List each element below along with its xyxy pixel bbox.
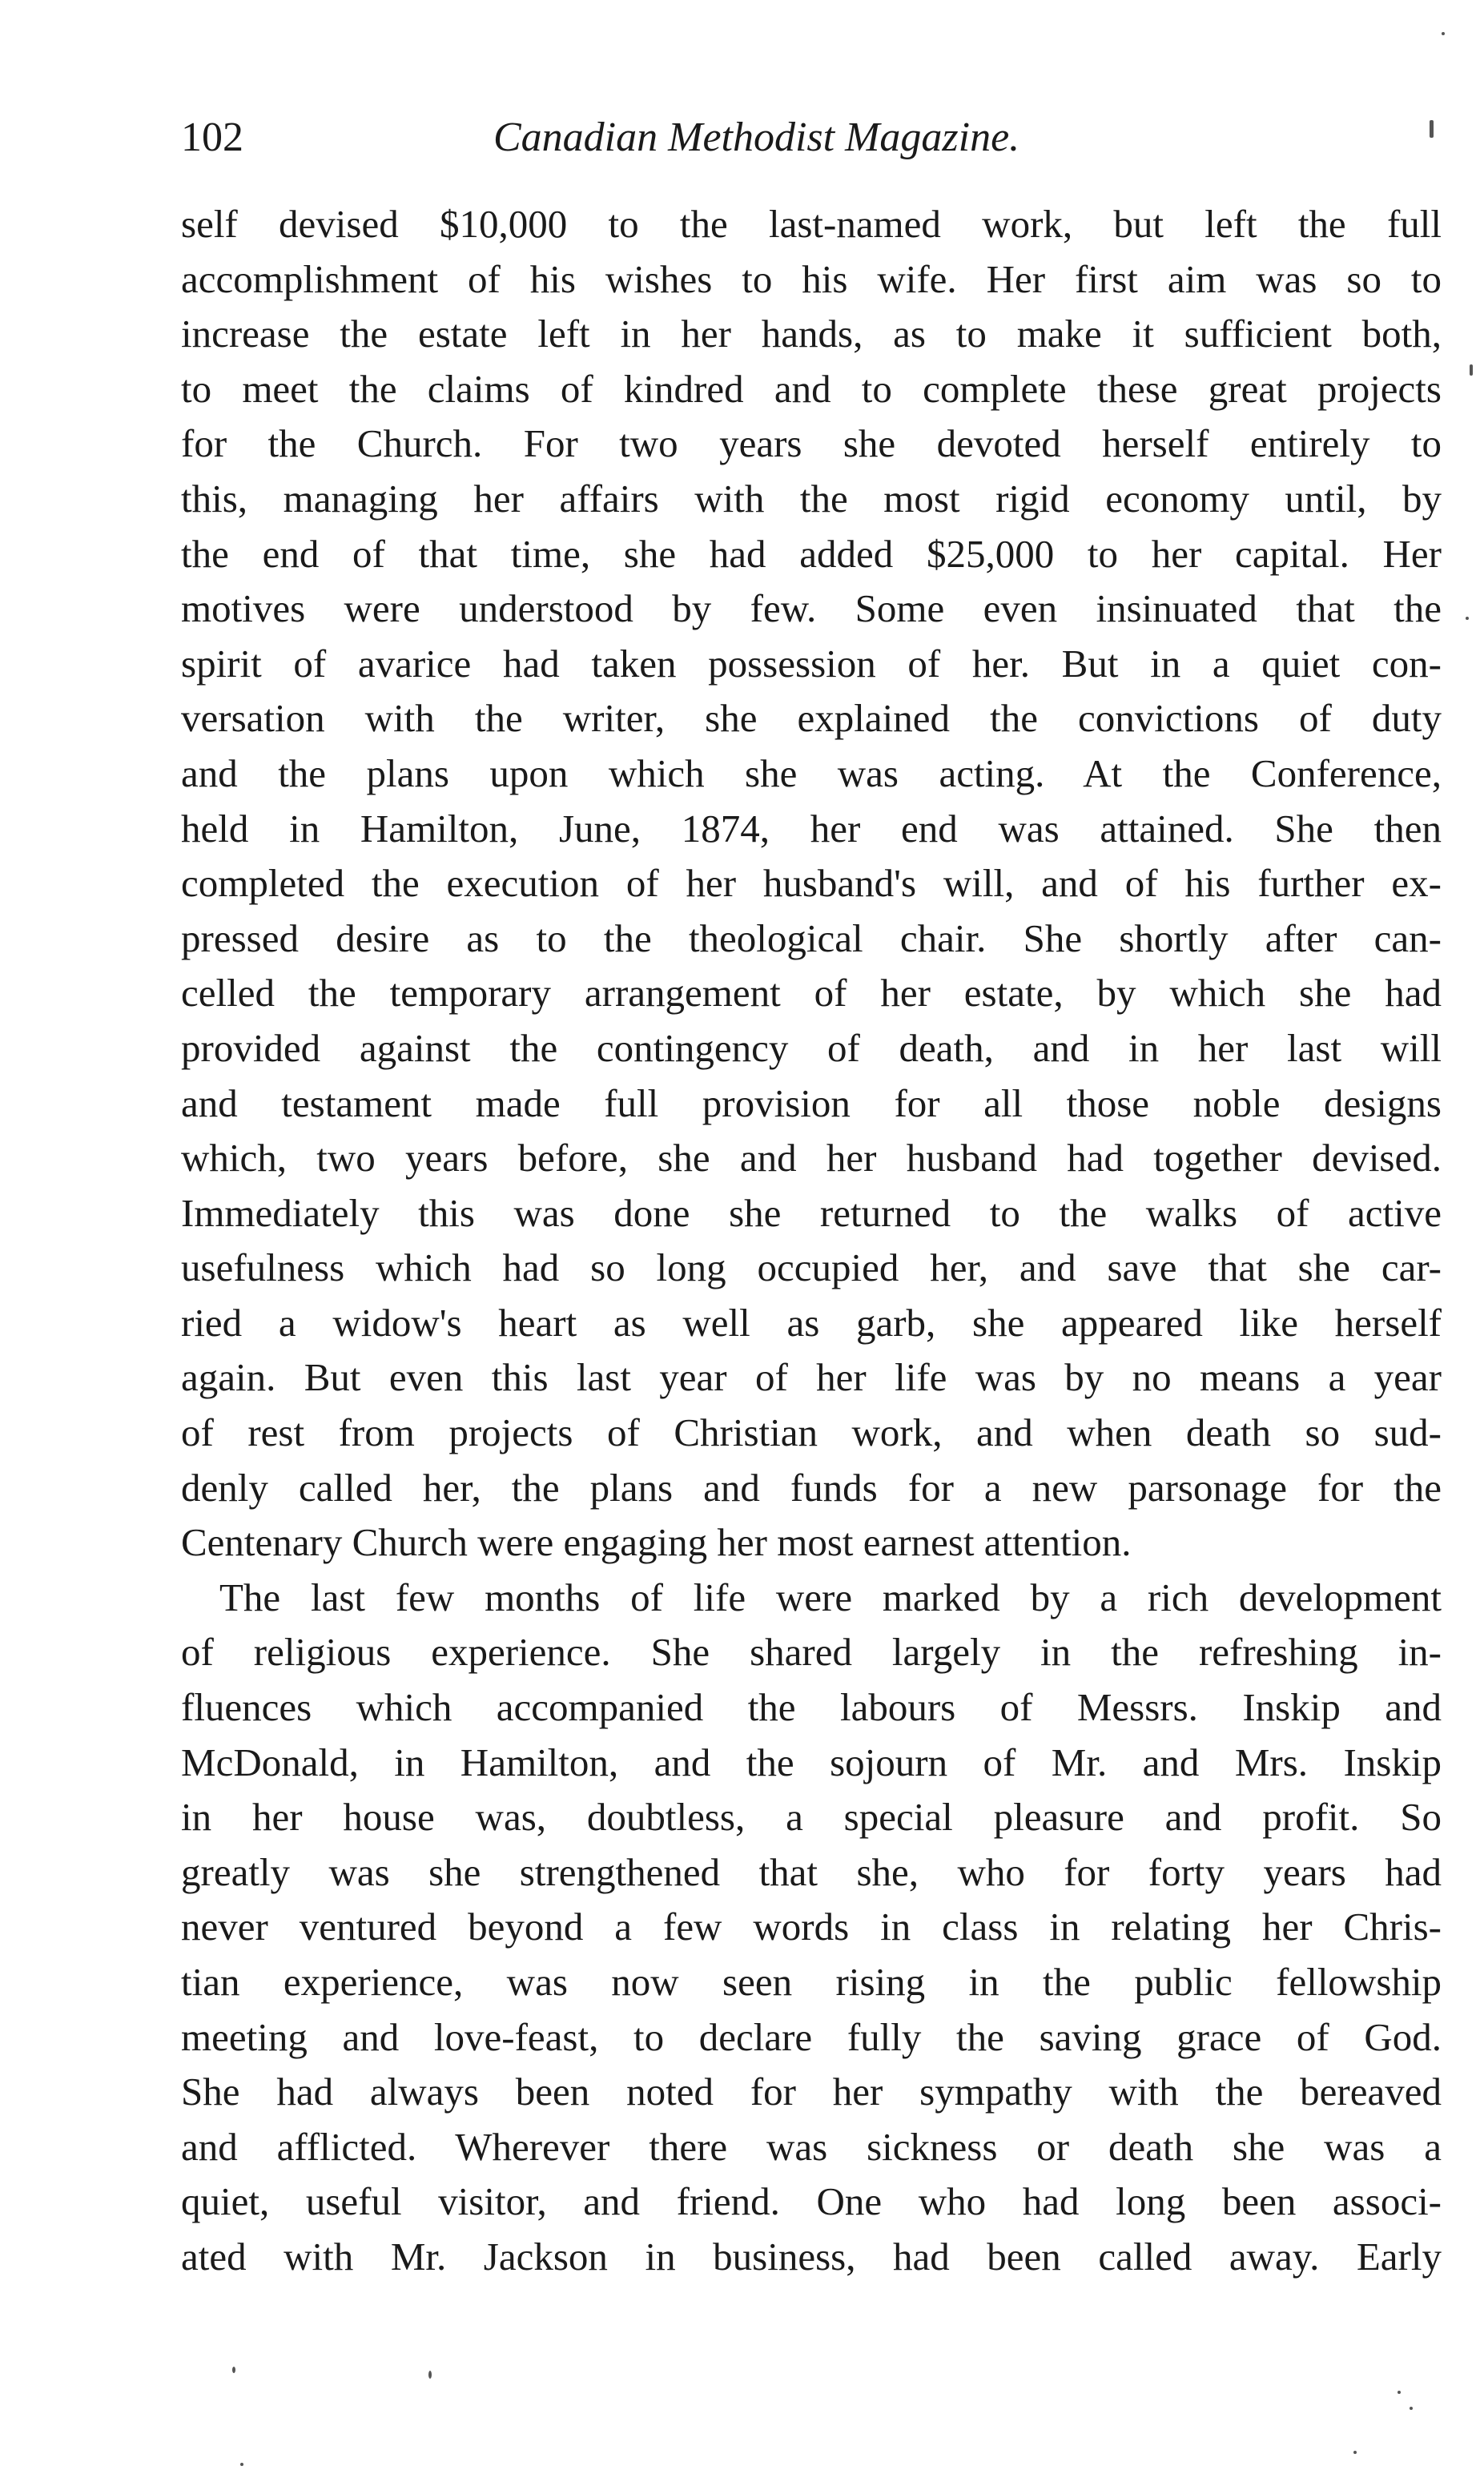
scan-speck [1353, 2451, 1357, 2454]
text-line: again. But even this last year of her life was by no means a year [181, 1355, 1442, 1400]
text-line: celled the temporary arrangement of her estate, by which she had [181, 971, 1442, 1016]
paragraph [181, 1571, 1442, 2285]
text-line: in her house was, doubtless, a special pleasure and profit. So [181, 1795, 1442, 1840]
text-line: greatly was she strengthened that she, who for forty years had [181, 1849, 1442, 1894]
text-line: accomplishment of his wishes to his wife. Her first aim was so to [181, 256, 1442, 301]
text-line: ated with Mr. Jackson in business, had been called away. Early [181, 2234, 1442, 2279]
scan-speck [232, 2367, 235, 2373]
text-line: and the plans upon which she was acting. At the Conference, [181, 750, 1442, 795]
text-line: increase the estate left in her hands, as to make it sufficient both, [181, 312, 1442, 356]
text-line: She had always been noted for her sympathy with the bereaved [181, 2070, 1442, 2114]
text-line: Centenary Church were engaging her most earnest attention. [181, 1520, 1132, 1565]
text-line: which, two years before, she and her husband had together devised. [181, 1136, 1442, 1181]
text-line: of rest from projects of Christian work, and when death so sud- [181, 1410, 1442, 1455]
text-line: fluences which accompanied the labours of Messrs. Inskip and [181, 1685, 1442, 1730]
text-line: ried a widow's heart as well as garb, she appeared like herself [181, 1300, 1442, 1345]
text-line: McDonald, in Hamilton, and the sojourn of Mr. and Mrs. Inskip [181, 1740, 1442, 1784]
scan-speck [1410, 2407, 1413, 2410]
text-line: held in Hamilton, June, 1874, her end was attained. She then [181, 806, 1442, 851]
scan-speck [240, 2463, 243, 2466]
text-line: never ventured beyond a few words in class in relating her Chris- [181, 1905, 1442, 1949]
scan-speck [428, 2371, 432, 2379]
text-line: The last few months of life were marked by a rich development [219, 1575, 1442, 1619]
scan-speck [1430, 120, 1434, 138]
journal-title: Canadian Methodist Magazine. [493, 115, 1020, 160]
text-line: of religious experience. She shared largely in the refreshing in- [181, 1630, 1442, 1675]
text-line: usefulness which had so long occupied her, and save that she car- [181, 1245, 1442, 1290]
text-line: tian experience, was now seen rising in the public fellowship [181, 1960, 1442, 2004]
text-line: the end of that time, she had added $25,000 to her capital. Her [181, 531, 1442, 576]
scan-speck [1470, 364, 1473, 376]
text-line: this, managing her affairs with the most rigid economy until, by [181, 476, 1442, 521]
text-line: to meet the claims of kindred and to complete these great projects [181, 366, 1442, 411]
text-line: meeting and love-feast, to declare fully the saving grace of God. [181, 2014, 1442, 2059]
scan-speck [1442, 32, 1445, 35]
text-line: Immediately this was done she returned to the walks of active [181, 1190, 1442, 1235]
text-line: and testament made full provision for all those noble designs [181, 1080, 1442, 1125]
text-line: for the Church. For two years she devoted herself entirely to [181, 421, 1442, 466]
text-line: completed the execution of her husband's will, and of his further ex- [181, 861, 1442, 906]
body-text [181, 197, 1442, 2285]
text-line: denly called her, the plans and funds for a new parsonage for the [181, 1465, 1442, 1510]
scan-speck [1466, 617, 1469, 620]
text-line: motives were understood by few. Some even insinuated that the [181, 586, 1442, 631]
text-line: pressed desire as to the theological chair. She shortly after can- [181, 915, 1442, 960]
paragraph [181, 197, 1442, 1571]
scan-speck [1398, 2391, 1401, 2394]
text-line: provided against the contingency of death, and in her last will [181, 1025, 1442, 1070]
page-number: 102 [181, 115, 243, 160]
text-line: and afflicted. Wherever there was sickness or death she was a [181, 2124, 1442, 2169]
text-line: versation with the writer, she explained the convictions of duty [181, 696, 1442, 741]
text-line: spirit of avarice had taken possession of her. But in a quiet con- [181, 641, 1442, 686]
text-line: quiet, useful visitor, and friend. One who had long been associ- [181, 2179, 1442, 2224]
text-line: self devised $10,000 to the last-named work, but left the full [181, 202, 1442, 246]
running-head [181, 106, 1442, 170]
